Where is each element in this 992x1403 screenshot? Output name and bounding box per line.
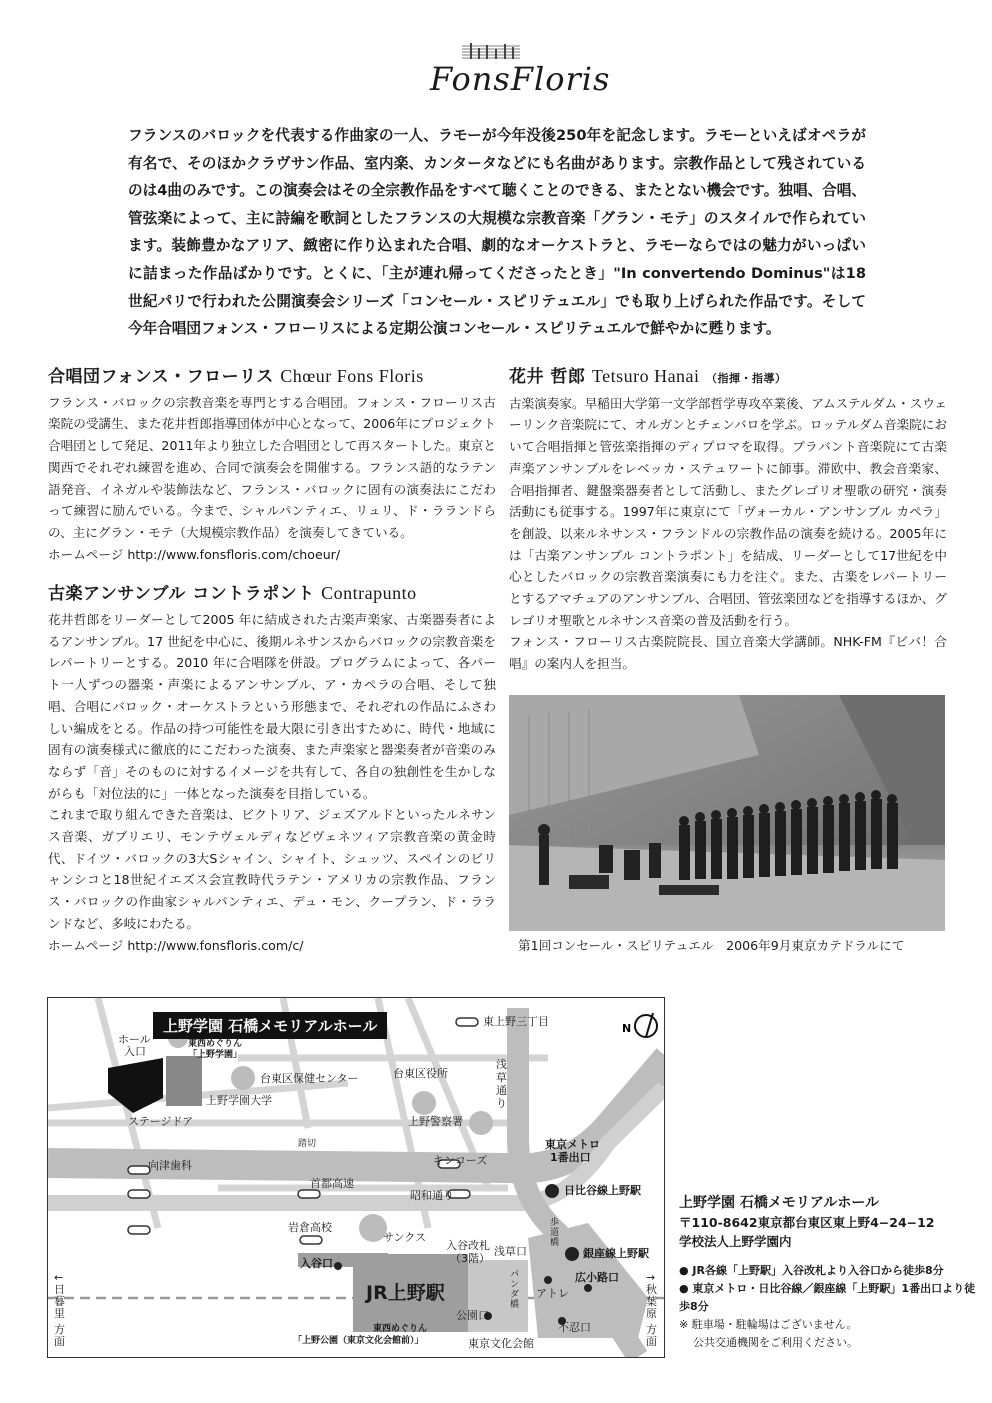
label-hirokoji: 広小路口 — [575, 1271, 619, 1284]
label-health-center: 台東区保健センター — [260, 1072, 359, 1085]
label-higashi-ueno: 東上野三丁目 — [483, 1015, 549, 1028]
fons-floris-logo — [420, 40, 611, 110]
label-hall-entrance-2: 入口 — [124, 1045, 146, 1058]
label-fumikiri: 踏切 — [298, 1139, 317, 1149]
label-hall-entrance-1: ホール — [118, 1033, 151, 1046]
ensemble-homepage[interactable]: ホームページ http://www.fonsfloris.com/c/ — [48, 937, 304, 953]
label-jr-ueno: JR上野駅 — [366, 1282, 445, 1304]
label-hodokyo: 歩道橋 — [550, 1218, 560, 1248]
label-bus-2-line2: 「上野公園（東京文化会館前）」 — [293, 1336, 424, 1346]
intro-paragraph: フランスのバロックを代表する作曲家の一人、ラモーが今年没後250年を記念します。ラモーといえばオペラが有名で、そのほかクラヴサン作品、室内楽、カンタータなどにも名曲があります。宗教作品として残されているのは4曲のみです。この演奏会はその全宗教作品をすべて聴くことのできる、またとない機会です。独唱、合唱、管弦楽によって、主に詩編を歌詞としたフランスの大規模な宗教音楽「グラン・モテ」のスタイルで作られています。装飾豊かなアリア、緻密に作り込まれた合唱、劇的なオーケストラと、ラモーならではの魅力がいっぱいに詰まった作品ばかりです。とくに、「主が連れ帰ってくださったとき」"In convertendo Dominus"は18世紀パリで行われた公開演奏会シリーズ「コンセール・スピリテュエル」でも取り上げられた作品です。そして今年合唱団フォンス・フローリスによる定期公演コンセール・スピリテュエルで鮮やかに甦ります。 — [128, 127, 866, 338]
logo-wordmark: FonsFloris — [430, 60, 611, 98]
label-akiba-2: 方面 — [646, 1323, 657, 1348]
hanai-body-2: フォンス・フローリス古楽院院長、国立音楽大学講師。NHK-FM『ビバ！合唱』の案内人を担当。 — [509, 634, 947, 672]
label-kinkos: キンコーズ — [433, 1154, 488, 1167]
label-bus-2-line1: 東西めぐりん — [373, 1324, 428, 1334]
transit-note: 公共交通機関をご利用ください。 — [693, 1336, 858, 1349]
venue-title: 上野学園 石橋メモリアルホール — [679, 1195, 880, 1211]
label-ward-office: 台東区役所 — [393, 1067, 448, 1080]
label-nippori-2: 方面 — [54, 1323, 65, 1348]
north-label: N — [622, 1022, 632, 1035]
label-metro-2: 1番出口 — [550, 1151, 591, 1164]
label-asakusa-dori: 浅草通り — [496, 1058, 507, 1110]
label-sunkus: サンクス — [383, 1231, 427, 1244]
hanai-heading — [509, 366, 947, 390]
ensemble-title-ja: 古楽アンサンブル コントラポント — [48, 584, 315, 605]
label-stage-door: ステージドア — [128, 1115, 194, 1128]
intro-text — [128, 122, 866, 343]
concert-photo — [509, 695, 945, 931]
choir-body: フランス・バロックの宗教音楽を専門とする合唱団。フォンス・フローリス古楽院の受講生、また花井哲郎指導団体が中心となって、2006年にプロジェクト合唱団として発足、2011年より独立した合唱団として再スタートした。東京と関西でそれぞれ練習を進め、合同で演奏会を開催する。フランス語的なラテン語発音、イネガルや装飾法など、フランス・バロックに固有の演奏法にこだわって練習に励んでいる。今まで、シャルパンティエ、リュリ、ド・ラランドらの、主にグラン・モテ（大規模宗教作品）を演奏してきている。 — [48, 394, 496, 540]
access-map — [47, 997, 665, 1358]
venue-access — [679, 1262, 979, 1352]
choir-title-latin: Chœur Fons Floris — [280, 366, 424, 386]
concert-photo-illustration — [509, 695, 945, 931]
ensemble-body-2: これまで取り組んできた音楽は、ビクトリア、ジェズアルドといったルネサンス音楽、ガブリエリ、モンテヴェルディなどヴェネツィア宗教音楽の黄金時代、ドイツ・バロックの3大Sシャイン、シャイト、シュッツ、スペインのビリャンシコと18世紀イエズス会宣教時代ラテン・アメリカの宗教作品、フランス・バロックの作曲家シャルパンティエ、デュ・モン、クープラン、ド・ラランドなど、多岐にわたる。 — [48, 807, 496, 931]
map-title: 上野学園 石橋メモリアルホール — [153, 1012, 387, 1039]
label-police: 上野警察署 — [408, 1115, 463, 1128]
hanai-body-1: 古楽演奏家。早稲田大学第一文学部哲学専攻卒業後、アムステルダム・スウェーリンク音楽院にて、オルガンとチェンバロを学ぶ。ロッテルダム音楽院において合唱指揮と管弦楽指揮のディプロマを取得。ブラバント音楽院にて古楽声楽アンサンブルをレベッカ・ステュワートに師事。滞欧中、教会音楽家、合唱指揮者、鍵盤楽器奏者として活動し、またグレゴリオ聖歌の研究・演奏活動にも従事する。1997年に東京にて「ヴォーカル・アンサンブル カペラ」を創設、以来ルネサンス・フランドルの宗教作品の演奏を続ける。2005年には「古楽アンサンブル コントラポント」を結成、リーダーとして17世紀を中心としたバロックの宗教音楽演奏にも力を注ぐ。また、古楽をレパートリーとするアマチュアのアンサンブル、合唱団、管弦楽団などを指導するほか、グレゴリオ聖歌とルネサンス音楽の普及活動を行う。 — [509, 395, 948, 628]
venue-org: 学校法人上野学園内 — [679, 1234, 792, 1249]
label-ginza: 銀座線上野駅 — [583, 1247, 649, 1260]
photo-caption: 第1回コンセール・スピリテュエル 2006年9月東京カテドラルにて — [518, 938, 905, 953]
hanai-title-role: （指揮・指導） — [705, 372, 787, 385]
left-column — [48, 366, 496, 956]
map-labels — [48, 998, 664, 1357]
label-asakusaguchi: 浅草口 — [494, 1245, 527, 1258]
label-iriyaguchi: 入谷口 — [300, 1257, 333, 1270]
choir-homepage[interactable]: ホームページ http://www.fonsfloris.com/choeur/ — [48, 546, 341, 562]
label-iwakura: 岩倉高校 — [288, 1221, 332, 1234]
label-mukaitsu: 向津歯科 — [148, 1159, 192, 1172]
ensemble-title-latin: Contrapunto — [321, 583, 417, 604]
label-hibiya: 日比谷線上野駅 — [564, 1184, 641, 1197]
label-shuto: 首都高速 — [310, 1177, 354, 1190]
label-koenguchi: 公園口 — [456, 1309, 489, 1322]
venue-address: 〒110-8642東京都台東区東上野4−24−12 — [679, 1215, 935, 1230]
label-metro-1: 東京メトロ — [545, 1138, 600, 1151]
choir-title-ja: 合唱団フォンス・フローリス — [48, 367, 274, 387]
label-university: 上野学園大学 — [206, 1094, 272, 1107]
label-panda: パンダ橋 — [510, 1270, 520, 1310]
label-nippori-1: ←日暮里 — [54, 1271, 65, 1320]
label-akiba-1: →秋葉原 — [646, 1271, 657, 1320]
access-jr: ● JR各線「上野駅」入谷改札より入谷口から徒歩8分 — [679, 1264, 944, 1277]
ensemble-body-1: 花井哲郎をリーダーとして2005 年に結成された古楽声楽家、古楽器奏者によるアンサンブル。17 世紀を中心に、後期ルネサンスからバロックの宗教音楽をレパートリーとする。2010 年に合唱隊を併設。プログラムによって、各パート一人ずつの器楽・声楽によるアンサンブル、ア・カペラの合唱、そして独唱、合唱にバロック・オーケストラという形態まで、それぞれの作品にふさわしい編成をとる。作品の持つ可能性を最大限に引き出すために、時代・地域に固有の演奏様式に徹底的にこだわった演奏、また声楽家と器楽奏者が音楽のみならず「音」そのものに対するイメージを共有して、各自の独創性を生かしながらも「対位法的に」一体となった演奏を目指している。 — [48, 612, 496, 801]
parking-note: ※ 駐車場・駐輪場はございません。 — [679, 1318, 858, 1331]
hanai-title-latin: Tetsuro Hanai — [591, 366, 700, 386]
label-showa: 昭和通り — [410, 1189, 454, 1202]
label-atre: アトレ — [536, 1287, 569, 1300]
choir-heading — [48, 366, 496, 389]
label-bus-1-line2: 「上野学園」 — [188, 1050, 243, 1060]
access-metro: ● 東京メトロ・日比谷線／銀座線「上野駅」1番出口より徒歩8分 — [679, 1282, 976, 1313]
label-iriya-gate-1: 入谷改札 — [446, 1239, 490, 1252]
label-bus-1-line1: 東西めぐりん — [188, 1039, 243, 1049]
hanai-title-ja: 花井 哲郎 — [509, 367, 586, 387]
right-column — [509, 366, 947, 675]
label-shinobazu: 不忍口 — [558, 1321, 591, 1334]
label-bunka: 東京文化会館 — [468, 1337, 534, 1350]
venue-info — [679, 1193, 979, 1352]
label-iriya-gate-2: （3階） — [450, 1252, 490, 1265]
ensemble-heading — [48, 583, 496, 606]
